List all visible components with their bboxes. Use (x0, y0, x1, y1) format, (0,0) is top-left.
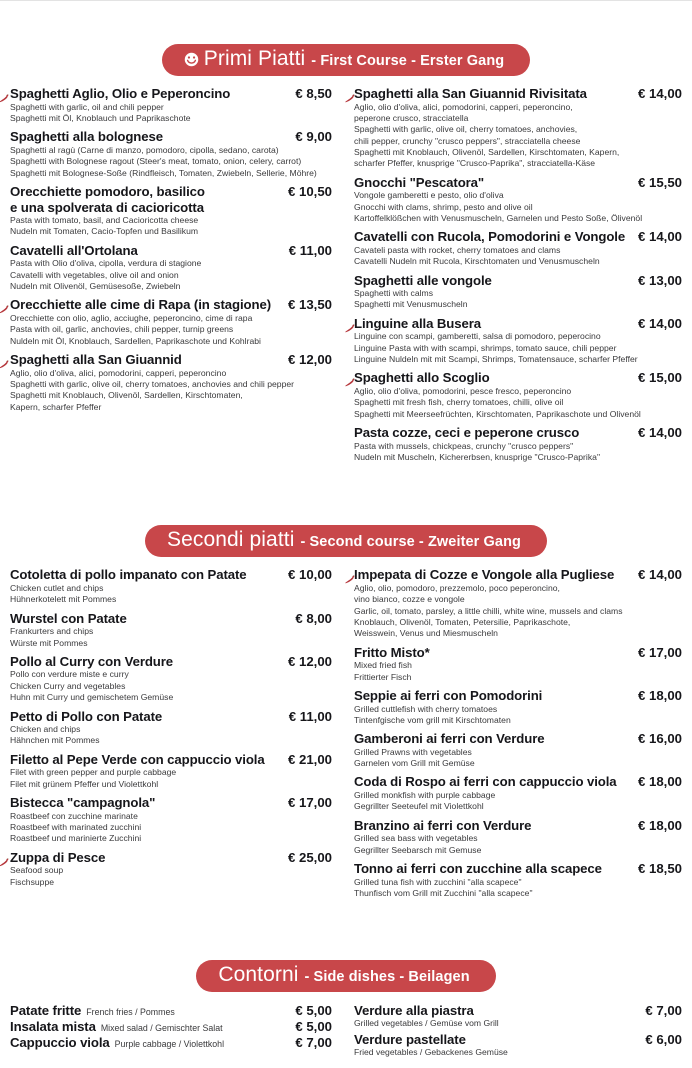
smiley-icon (184, 52, 199, 67)
description-line: Nuldeln mit Öl, Knoblauch, Sardellen, Paprikaschote und Kohlrabi (10, 335, 261, 346)
secondi-columns (0, 567, 692, 904)
chili-pepper-icon (0, 301, 9, 310)
description-line: Spaghetti with garlic, olive oil, cherry tomatoes, anchovies and chili pepper (10, 378, 295, 389)
section-banner-primi (162, 44, 531, 76)
side-dish-item (354, 1003, 682, 1029)
description-line: Aglio, olio d'oliva, alici, pomodorini, capperi, peperoncino (10, 367, 227, 378)
chili-pepper-icon (345, 90, 355, 99)
chili-pepper-icon (345, 374, 355, 383)
menu-item (354, 175, 682, 225)
menu-item-price: € 12,00 (288, 351, 332, 367)
menu-item-header (10, 752, 332, 768)
description-line: Frankurters and chips (10, 626, 94, 637)
side-dish-price: € 6,00 (645, 1032, 682, 1048)
menu-item-name: Impepata di Cozze e Vongole alla Pugliese (354, 567, 615, 583)
side-dish-item (354, 1032, 682, 1058)
description-line: Vongole gamberetti e pesto, olio d'oliva (354, 190, 504, 201)
description-line: Pasta with tomato, basil, and Cacioricotta cheese (10, 215, 199, 226)
menu-item-name: Cavatelli con Rucola, Pomodorini e Vongole (354, 229, 626, 245)
description-line: Spaghetti with garlic, olive oil, cherry tomatoes, anchovies, (354, 124, 578, 135)
menu-item-header (10, 86, 332, 102)
side-dish-name: Patate fritte (10, 1003, 82, 1019)
side-dish-description: Mixed salad / Gemischter Salat (100, 1023, 223, 1034)
contorni-banner-wrap (0, 960, 692, 992)
menu-item (354, 273, 682, 311)
menu-item-header (354, 229, 682, 245)
side-dish-header (354, 1032, 682, 1047)
side-dish-price: € 7,00 (645, 1003, 682, 1019)
contorni-right-column (346, 1003, 692, 1061)
description-line: Gegrillter Seebarsch mit Gemuse (354, 844, 482, 855)
menu-item-header (354, 818, 682, 834)
description-line: Grilled monkfish with purple cabbage (354, 790, 496, 801)
menu-item-header (10, 709, 332, 725)
chili-pepper-icon (0, 90, 9, 99)
menu-item-price: € 12,00 (288, 653, 332, 669)
description-line: Gnocchi with clams, shrimp, pesto and olive oil (354, 201, 533, 212)
menu-item-name: Spaghetti alla San Giuannid Rivisitata (354, 86, 587, 102)
menu-item-price: € 18,00 (638, 774, 682, 790)
chili-pepper-icon (345, 571, 355, 580)
description-line: vino bianco, cozze e vongole (354, 594, 465, 605)
menu-item (354, 645, 682, 683)
primi-columns (0, 86, 692, 468)
description-line: Roastbeef with marinated zucchini (10, 821, 142, 832)
description-line: Grilled Prawns with vegetables (354, 746, 472, 757)
menu-item-name: Linguine alla Busera (354, 315, 481, 331)
chili-pepper-icon (345, 320, 355, 329)
description-line: Spaghetti al ragù (Carne di manzo, pomodoro, cipolla, sedano, carota) (10, 144, 279, 155)
menu-item-name: Pasta cozze, ceci e peperone crusco (354, 425, 580, 441)
menu-item-price: € 17,00 (638, 644, 682, 660)
description-line: chili pepper, crunchy "crusco peppers", stracciatella cheese (354, 135, 581, 146)
menu-item-description (354, 331, 682, 365)
side-dish-header (354, 1003, 682, 1018)
menu-item-description (10, 669, 332, 703)
description-line: Nudeln mit Tomaten, Cacio-Topfen und Basilikum (10, 226, 199, 237)
description-line: Spaghetti mit fresh fish, cherry tomatoes, chilli, olive oil (354, 397, 564, 408)
description-line: Würste mit Pommes (10, 637, 88, 648)
menu-item (10, 243, 332, 293)
section-subtitle-contorni: - Side dishes - Beilagen (304, 969, 470, 986)
menu-item-description (10, 368, 332, 413)
menu-item-header (354, 567, 682, 583)
menu-item-name: Filetto al Pepe Verde con cappuccio viola (10, 751, 265, 767)
primi-right-column (346, 86, 692, 468)
description-line: Garlic, oil, tomato, parsley, a little chilli, white wine, mussels and clams (354, 605, 623, 616)
menu-item (10, 184, 332, 238)
menu-item-description (354, 441, 682, 464)
description-line: Mixed fried fish (354, 660, 412, 671)
side-dish-name: Verdure alla piastra (354, 1003, 474, 1019)
section-title-primi: Primi Piatti (203, 47, 306, 70)
menu-item-header (10, 129, 332, 145)
menu-item-name: Branzino ai ferri con Verdure (354, 817, 532, 833)
description-line: Filet with green pepper and purple cabbage (10, 767, 177, 778)
menu-item-header (354, 774, 682, 790)
menu-item-price: € 14,00 (638, 567, 682, 583)
menu-item-price: € 18,50 (638, 860, 682, 876)
menu-item (10, 611, 332, 649)
description-line: Pasta with mussels, chickpeas, crunchy "crusco peppers" (354, 440, 574, 451)
description-line: Tintenfgische vom grill mit Kirschtomaten (354, 714, 511, 725)
menu-item-price: € 14,00 (638, 86, 682, 102)
description-line: Chicken Curry and vegetables (10, 680, 126, 691)
menu-item-header (10, 611, 332, 627)
description-line: Roastbeef con zucchine marinate (10, 810, 138, 821)
menu-item-description (354, 833, 682, 856)
side-dish-description: Grilled vegetables / Gemüse vom Grill (354, 1018, 499, 1029)
menu-item-description (10, 258, 332, 292)
description-line: Fischsuppe (10, 876, 55, 887)
menu-item-description (354, 877, 682, 900)
contorni-left-column (0, 1003, 346, 1051)
side-dish-price: € 5,00 (295, 1019, 332, 1035)
side-dish-item (10, 1019, 332, 1034)
menu-item-name: Coda di Rospo ai ferri con cappuccio viola (354, 774, 617, 790)
menu-item-price: € 8,50 (295, 86, 332, 102)
menu-item-name: Pollo al Curry con Verdure (10, 653, 174, 669)
description-line: Knoblauch, Olivenöl, Tomaten, Petersilie, Paprikaschote, (354, 616, 571, 627)
menu-item-header (354, 316, 682, 332)
description-line: Seafood soup (10, 865, 64, 876)
side-dish-price: € 5,00 (295, 1003, 332, 1019)
description-line: Aglio, olio d'oliva, pomodorini, pesce fresco, peperoncino (354, 386, 572, 397)
section-banner-secondi (145, 525, 547, 557)
description-line: Kartoffelklößchen with Venusmuscheln, Garnelen und Pesto Soße, Ölivenöl (354, 212, 643, 223)
menu-item-price: € 15,50 (638, 174, 682, 190)
menu-item-description (354, 704, 682, 727)
menu-item-header (354, 273, 682, 289)
description-line: Linguine Nuldeln mit mit Scampi, Shrimps, Tomatensauce, scharfer Pfeffer (354, 354, 638, 365)
menu-item-description (354, 386, 682, 420)
chili-pepper-icon (0, 356, 9, 365)
menu-item-name: Zuppa di Pesce (10, 849, 106, 865)
section-subtitle-secondi: - Second course - Zweiter Gang (300, 534, 522, 551)
description-line: Grilled cuttlefish with cherry tomatoes (354, 703, 498, 714)
description-line: Linguine Pasta with with scampi, shrimps, tomato sauce, chili pepper (354, 342, 617, 353)
menu-item-name: Bistecca "campagnola" (10, 795, 156, 811)
description-line: Aglio, olio d'oliva, alici, pomodorini, capperi, peperoncino, (354, 101, 573, 112)
section-banner-contorni (196, 960, 495, 992)
side-dish-description: French fries / Pommes (86, 1007, 175, 1018)
menu-item-price: € 8,00 (295, 610, 332, 626)
menu-item-description (354, 190, 682, 224)
menu-item (10, 752, 332, 790)
menu-item-description (10, 102, 332, 125)
menu-item-header (10, 184, 332, 215)
menu-item-name: Spaghetti Aglio, Olio e Peperoncino (10, 86, 231, 102)
menu-item-description (354, 660, 682, 683)
description-line: Cavatelli with vegetables, olive oil and onion (10, 269, 179, 280)
menu-item-header (354, 861, 682, 877)
menu-item-header (354, 645, 682, 661)
description-line: Cavatelli Nudeln mit Rucola, Kirschtomaten und Venusmuscheln (354, 256, 600, 267)
description-line: Garnelen vom Grill mit Gemüse (354, 758, 475, 769)
menu-item (354, 370, 682, 420)
menu-item-name: Spaghetti alla San Giuannid (10, 351, 182, 367)
menu-item-name: Gnocchi "Pescatora" (354, 174, 485, 190)
description-line: Filet mit grünem Pfeffer und Violettkohl (10, 778, 159, 789)
menu-item-price: € 21,00 (288, 751, 332, 767)
menu-item (354, 861, 682, 899)
menu-item (354, 567, 682, 639)
menu-item-header (10, 243, 332, 259)
description-line: Grilled sea bass with vegetables (354, 833, 478, 844)
description-line: Spaghetti with Bolognese ragout (Steer's meat, tomato, onion, celery, carrot) (10, 156, 302, 167)
primi-left-column (0, 86, 346, 418)
description-line: Orecchiette con olio, aglio, acciughe, peperoncino, cime di rapa (10, 312, 253, 323)
menu-item (10, 297, 332, 347)
menu-item-price: € 16,00 (638, 731, 682, 747)
menu-item-header (354, 175, 682, 191)
menu-item-price: € 14,00 (638, 315, 682, 331)
side-dish-price: € 7,00 (295, 1035, 332, 1051)
menu-item-description (10, 767, 332, 790)
menu-item (10, 129, 332, 179)
menu-item-name: Spaghetti alle vongole (354, 272, 492, 288)
side-dish-name: Insalata mista (10, 1019, 96, 1035)
menu-item-name: Tonno ai ferri con zucchine alla scapece (354, 860, 602, 876)
menu-item-description (10, 626, 332, 649)
secondi-banner-wrap (0, 525, 692, 557)
menu-item-header (10, 654, 332, 670)
menu-item-price: € 10,50 (288, 183, 332, 199)
description-line: Roastbeef und marinierte Zucchini (10, 833, 142, 844)
description-line: Huhn mit Curry und gemischetem Gemüse (10, 692, 174, 703)
description-line: Nudeln mit Muscheln, Kichererbsen, knusprige "Crusco-Paprika" (354, 451, 601, 462)
description-line: Hähnchen mit Pommes (10, 735, 100, 746)
menu-item (10, 567, 332, 605)
secondi-left-column (0, 567, 346, 893)
menu-item-price: € 25,00 (288, 849, 332, 865)
side-dish-description: Fried vegetables / Gebackenes Gemüse (354, 1047, 508, 1058)
description-line: Chicken and chips (10, 724, 81, 735)
menu-item-price: € 11,00 (288, 242, 332, 258)
description-line: Nudeln mit Olivenöl, Gemüsesoße, Zwiebeln (10, 281, 181, 292)
menu-item-description (10, 724, 332, 747)
menu-item-description (10, 145, 332, 179)
description-line: Pasta with oil, garlic, anchovies, chili pepper, turnip greens (10, 324, 234, 335)
chili-pepper-icon (0, 854, 9, 863)
menu-item-price: € 14,00 (638, 229, 682, 245)
menu-item (354, 229, 682, 267)
menu-item-name: Spaghetti alla bolognese (10, 129, 163, 145)
menu-item-price: € 17,00 (288, 795, 332, 811)
menu-item-header (354, 688, 682, 704)
side-dish-name: Cappuccio viola (10, 1035, 110, 1051)
side-dish-name: Verdure pastellate (354, 1032, 466, 1048)
menu-item-description (354, 245, 682, 268)
menu-item-header (10, 297, 332, 313)
description-line: Thunfisch vom Grill mit Zucchini "alla scapece" (354, 887, 533, 898)
menu-item-header (354, 370, 682, 386)
description-line: scharfer Pfeffer, knusprige "Crusco-Paprika", stracciatella-Käse (354, 158, 596, 169)
menu-item-name: Cavatelli all'Ortolana (10, 242, 138, 258)
menu-item-header (10, 567, 332, 583)
description-line: Chicken cutlet and chips (10, 582, 104, 593)
menu-item-price: € 9,00 (295, 129, 332, 145)
description-line: Spaghetti mit Knoblauch, Olivenöl, Sardellen, Kirschtomaten, Kapern, (354, 147, 620, 157)
description-line: Aglio, olio, pomodoro, prezzemolo, poco peperoncino, (354, 582, 560, 593)
menu-item-header (354, 731, 682, 747)
menu-page (0, 44, 692, 1068)
description-line: Weisswein, Venus und Miesmuscheln (354, 628, 498, 639)
description-line: Spaghetti with garlic, oil and chili pepper (10, 101, 164, 112)
side-dish-item (10, 1035, 332, 1050)
description-line: Grilled tuna fish with zucchini "alla scapece" (354, 876, 522, 887)
menu-item-name: Orecchiette alle cime di Rapa (in stagione) (10, 297, 271, 313)
menu-item (354, 774, 682, 812)
menu-item-price: € 13,00 (638, 272, 682, 288)
menu-item-name: Seppie ai ferri con Pomodorini (354, 687, 543, 703)
menu-item-price: € 18,00 (638, 687, 682, 703)
description-line: Spaghetti mit Venusmuscheln (354, 299, 468, 310)
menu-item (10, 654, 332, 704)
menu-item-header (354, 425, 682, 441)
menu-item-price: € 10,00 (288, 567, 332, 583)
menu-item-header (10, 850, 332, 866)
menu-item (354, 316, 682, 366)
menu-item (354, 818, 682, 856)
description-line: Gegrillter Seeteufel mit Violettkohl (354, 801, 484, 812)
menu-item-description (354, 790, 682, 813)
menu-item (354, 688, 682, 726)
menu-item (354, 86, 682, 170)
menu-item-name: Cotoletta di pollo impanato con Patate (10, 567, 247, 583)
secondi-right-column (346, 567, 692, 904)
description-line: Spaghetti mit Knoblauch, Olivenöl, Sardellen, Kirschtomaten, (10, 390, 243, 401)
description-line: Cavateli pasta with rocket, cherry tomatoes and clams (354, 244, 561, 255)
description-line: Pollo con verdure miste e curry (10, 669, 129, 680)
menu-item (10, 352, 332, 413)
section-title-contorni: Contorni (218, 963, 299, 987)
side-dish-description: Purple cabbage / Violettkohl (114, 1039, 225, 1050)
description-line: Kapern, scharfer Pfeffer (10, 401, 102, 412)
menu-item (10, 850, 332, 888)
menu-item-description (10, 313, 332, 347)
menu-item (10, 795, 332, 845)
menu-item-price: € 18,00 (638, 817, 682, 833)
description-line: Spaghetti mit Meerseefrüchten, Kirschtomaten, Paprikaschote und Olivenöl (354, 408, 641, 419)
menu-item (10, 86, 332, 124)
menu-item-description (354, 102, 682, 170)
menu-item (10, 709, 332, 747)
menu-item-name: Gamberoni ai ferri con Verdure (354, 731, 545, 747)
menu-item-description (354, 747, 682, 770)
menu-item-name: Fritto Misto* (354, 644, 430, 660)
menu-item-header (10, 795, 332, 811)
menu-item-name: Orecchiette pomodoro, basilico e una spolverata di cacioricotta (10, 183, 205, 215)
description-line: Hühnerkotelett mit Pommes (10, 594, 117, 605)
side-dish-item (10, 1003, 332, 1018)
menu-item-description (10, 215, 332, 238)
section-title-secondi: Secondi piatti (166, 528, 295, 552)
section-subtitle-primi: - First Course - Erster Gang (311, 53, 505, 69)
menu-item-price: € 13,50 (288, 297, 332, 313)
menu-item-header (10, 352, 332, 368)
menu-item-description (10, 583, 332, 606)
menu-item-name: Petto di Pollo con Patate (10, 708, 163, 724)
menu-item-description (354, 583, 682, 640)
description-line: Spaghetti mit Öl, Knoblauch und Paprikaschote (10, 112, 191, 123)
menu-item-header (354, 86, 682, 102)
description-line: Linguine con scampi, gamberetti, salsa di pomodoro, peperocino (354, 331, 601, 342)
primi-banner-wrap (0, 44, 692, 76)
menu-item-price: € 15,00 (638, 370, 682, 386)
description-line: peperone crusco, stracciatella (354, 112, 469, 123)
description-line: Spaghetti with calms (354, 288, 434, 299)
contorni-columns (0, 1003, 692, 1061)
menu-item (354, 425, 682, 463)
description-line: Frittierter Fisch (354, 671, 412, 682)
menu-item-description (10, 811, 332, 845)
menu-item-description (10, 865, 332, 888)
menu-item-name: Wurstel con Patate (10, 610, 127, 626)
description-line: Pasta with Olio d'oliva, cipolla, verdura di stagione (10, 258, 202, 269)
menu-item-price: € 11,00 (288, 708, 332, 724)
menu-item-name: Spaghetti allo Scoglio (354, 370, 490, 386)
menu-item-description (354, 288, 682, 311)
menu-item-price: € 14,00 (638, 425, 682, 441)
menu-item (354, 731, 682, 769)
description-line: Spaghetti mit Bolognese-Soße (Rindfleisch, Tomaten, Zwiebeln, Sellerie, Möhre) (10, 167, 317, 178)
